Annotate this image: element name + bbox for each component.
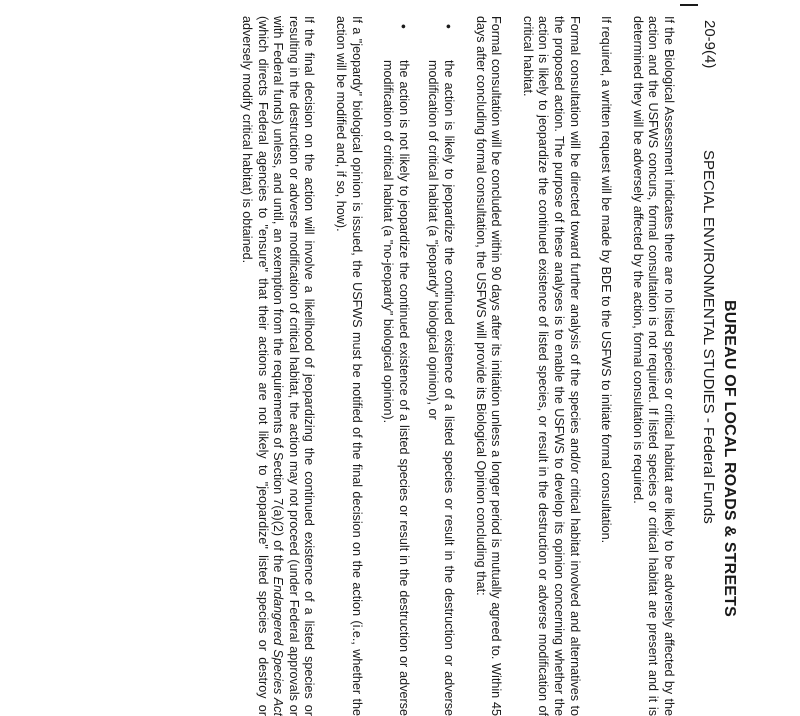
paragraph-consultation-timeline: Formal consultation will be concluded within 90 days after its initiation unless a longer period is mutually agreed to. Within 45 days after concluding formal consultation, the USFWS will provide its Biological Opinion concluding that:	[473, 16, 504, 716]
final-decision-text-b: (which directs Federal agencies to "ensure" that their actions are not likely to "jeopardize" listed species or destroy or adversely modify critical habitat) is obtained.	[240, 16, 270, 716]
paragraph-biological-assessment: If the Biological Assessment indicates there are no listed species or critical habitat are likely to be adversely affected by the action and the USFWS concurs, formal consultation is not required. If listed species or critical habitat are present and it is determined they will be adversely affected by the action, formal consultation is required.	[630, 16, 676, 716]
paragraph-formal-consultation: Formal consultation will be directed toward further analysis of the species and/or critical habitat involved and alternatives to the proposed action. The purpose of these analyses is to enable the USFWS to develop its opinion concerning whether the action is likely to jeopardize the continued existence of listed species, or result in the destruction or adverse modification of critical habitat.	[520, 16, 582, 716]
header-rule	[680, 4, 698, 6]
bullet-text: the action is not likely to jeopardize the continued existence of a listed species or result in the destruction or adverse modification of critical habitat (a "no-jeopardy" biological opinion).	[381, 60, 411, 716]
paragraph-jeopardy-notice: If a "jeopardy" biological opinion is issued, the USFWS must be notified of the final decision on the action (i.e., whether the action will be modified and, if so, how).	[334, 16, 364, 716]
act-name: Endangered Species Act	[271, 576, 286, 716]
bullet-icon: •	[441, 24, 458, 29]
page-header	[690, 0, 800, 618]
bullet-icon: •	[395, 24, 412, 29]
opinion-bullet-list	[380, 16, 456, 716]
document-body	[223, 16, 676, 716]
bullet-text: the action is likely to jeopardize the continued existence of a listed species or result in the destruction or adverse modification of critical habitat (a "jeopardy" biological opinion), or	[426, 60, 457, 716]
page-title: BUREAU OF LOCAL ROADS & STREETS	[721, 300, 738, 618]
section-number: 20-9(4)	[701, 20, 718, 69]
final-decision-text-a: If the final decision on the action will involve a likelihood of jeopardizing the continued existence of a listed species or resulting in the destruction or adverse modification of critical habitat, the action may not proceed (under Federal approvals or with Federal funds) unless, and until, an exemption from the requirements of Section 7(a)(2) of the	[271, 16, 317, 716]
paragraph-final-decision	[239, 16, 317, 716]
list-item	[380, 16, 411, 716]
page-subtitle: SPECIAL ENVIRONMENTAL STUDIES - Federal Funds	[700, 150, 717, 524]
list-item	[425, 16, 456, 716]
paragraph-written-request: If required, a written request will be made by BDE to the USFWS to initiate formal consultation.	[599, 16, 614, 544]
